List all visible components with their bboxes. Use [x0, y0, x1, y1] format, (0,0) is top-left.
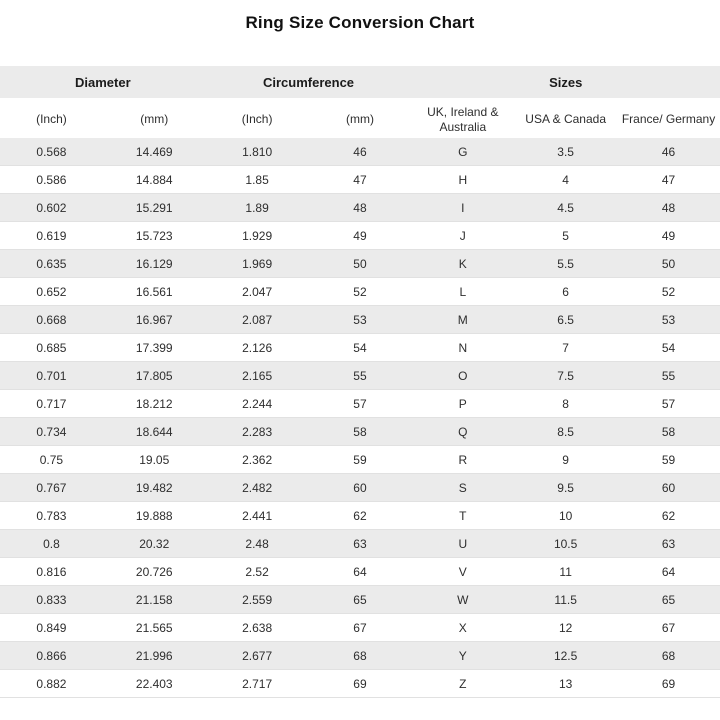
table-cell: 67 — [617, 614, 720, 642]
table-cell: 59 — [617, 446, 720, 474]
table-cell: 0.849 — [0, 614, 103, 642]
table-cell: 2.283 — [206, 418, 309, 446]
table-cell: 2.638 — [206, 614, 309, 642]
table-cell: G — [411, 138, 514, 166]
table-cell: 58 — [617, 418, 720, 446]
column-header-circumference-mm: (mm) — [309, 101, 412, 138]
group-header-circumference: Circumference — [206, 66, 412, 101]
table-body — [0, 138, 720, 698]
table-cell: 11.5 — [514, 586, 617, 614]
group-header-diameter: Diameter — [0, 66, 206, 101]
table-cell: P — [411, 390, 514, 418]
table-cell: V — [411, 558, 514, 586]
table-cell: 5 — [514, 222, 617, 250]
table-cell: 59 — [309, 446, 412, 474]
table-cell: 68 — [309, 642, 412, 670]
table-cell: 10.5 — [514, 530, 617, 558]
table-cell: 2.48 — [206, 530, 309, 558]
table-cell: 65 — [617, 586, 720, 614]
table-row — [0, 166, 720, 194]
table-cell: 0.701 — [0, 362, 103, 390]
table-cell: 0.866 — [0, 642, 103, 670]
table-cell: 2.087 — [206, 306, 309, 334]
table-cell: 0.8 — [0, 530, 103, 558]
table-cell: 20.32 — [103, 530, 206, 558]
table-cell: 2.126 — [206, 334, 309, 362]
table-cell: 18.644 — [103, 418, 206, 446]
table-cell: Y — [411, 642, 514, 670]
table-cell: 21.158 — [103, 586, 206, 614]
table-cell: K — [411, 250, 514, 278]
page-title: Ring Size Conversion Chart — [245, 13, 475, 32]
table-cell: 0.767 — [0, 474, 103, 502]
table-cell: 68 — [617, 642, 720, 670]
table-cell: 69 — [309, 670, 412, 698]
table-cell: 19.05 — [103, 446, 206, 474]
table-cell: 1.969 — [206, 250, 309, 278]
table-cell: 0.717 — [0, 390, 103, 418]
table-cell: 12.5 — [514, 642, 617, 670]
table-cell: 22.403 — [103, 670, 206, 698]
table-cell: 0.816 — [0, 558, 103, 586]
table-cell: 6 — [514, 278, 617, 306]
table-cell: 1.929 — [206, 222, 309, 250]
table-cell: O — [411, 362, 514, 390]
table-cell: 2.362 — [206, 446, 309, 474]
table-cell: 2.559 — [206, 586, 309, 614]
table-cell: 16.561 — [103, 278, 206, 306]
table-cell: 14.884 — [103, 166, 206, 194]
table-cell: 47 — [309, 166, 412, 194]
column-header-usa-canada: USA & Canada — [514, 101, 617, 138]
column-header-diameter-mm: (mm) — [103, 101, 206, 138]
table-cell: 4.5 — [514, 194, 617, 222]
table-cell: Q — [411, 418, 514, 446]
table-row — [0, 586, 720, 614]
table-cell: 9 — [514, 446, 617, 474]
table-cell: 65 — [309, 586, 412, 614]
table-cell: 8 — [514, 390, 617, 418]
table-cell: 4 — [514, 166, 617, 194]
table-cell: 54 — [617, 334, 720, 362]
table-cell: 1.85 — [206, 166, 309, 194]
table-row — [0, 222, 720, 250]
table-cell: R — [411, 446, 514, 474]
table-cell: 69 — [617, 670, 720, 698]
table-cell: 15.723 — [103, 222, 206, 250]
table-cell: 52 — [309, 278, 412, 306]
table-cell: 3.5 — [514, 138, 617, 166]
table-cell: 0.783 — [0, 502, 103, 530]
table-cell: 2.441 — [206, 502, 309, 530]
table-cell: 48 — [617, 194, 720, 222]
table-cell: 62 — [309, 502, 412, 530]
table-cell: 55 — [617, 362, 720, 390]
table-cell: 60 — [617, 474, 720, 502]
column-group-row — [0, 66, 720, 101]
table-cell: 20.726 — [103, 558, 206, 586]
table-cell: 53 — [617, 306, 720, 334]
table-cell: 46 — [309, 138, 412, 166]
table-cell: 54 — [309, 334, 412, 362]
table-row — [0, 306, 720, 334]
table-cell: 19.888 — [103, 502, 206, 530]
column-header-row — [0, 101, 720, 138]
table-cell: 64 — [309, 558, 412, 586]
table-cell: 17.399 — [103, 334, 206, 362]
table-cell: M — [411, 306, 514, 334]
table-cell: T — [411, 502, 514, 530]
table-row — [0, 670, 720, 698]
table-row — [0, 474, 720, 502]
table-cell: H — [411, 166, 514, 194]
table-cell: 55 — [309, 362, 412, 390]
table-cell: 62 — [617, 502, 720, 530]
table-cell: L — [411, 278, 514, 306]
table-row — [0, 138, 720, 166]
table-cell: 15.291 — [103, 194, 206, 222]
table-row — [0, 390, 720, 418]
table-cell: Z — [411, 670, 514, 698]
table-cell: X — [411, 614, 514, 642]
table-row — [0, 530, 720, 558]
table-cell: 10 — [514, 502, 617, 530]
table-cell: S — [411, 474, 514, 502]
table-row — [0, 558, 720, 586]
table-cell: U — [411, 530, 514, 558]
table-cell: 19.482 — [103, 474, 206, 502]
table-row — [0, 194, 720, 222]
table-row — [0, 446, 720, 474]
table-cell: 9.5 — [514, 474, 617, 502]
table-cell: 0.882 — [0, 670, 103, 698]
column-header-diameter-inch: (Inch) — [0, 101, 103, 138]
table-cell: 17.805 — [103, 362, 206, 390]
table-cell: 2.482 — [206, 474, 309, 502]
table-cell: 47 — [617, 166, 720, 194]
table-row — [0, 334, 720, 362]
table-cell: 0.602 — [0, 194, 103, 222]
table-cell: 8.5 — [514, 418, 617, 446]
table-cell: 49 — [309, 222, 412, 250]
table-cell: 0.635 — [0, 250, 103, 278]
table-cell: 46 — [617, 138, 720, 166]
table-cell: 0.833 — [0, 586, 103, 614]
table-cell: 1.810 — [206, 138, 309, 166]
table-cell: 11 — [514, 558, 617, 586]
table-cell: 12 — [514, 614, 617, 642]
table-cell: 49 — [617, 222, 720, 250]
table-cell: 2.047 — [206, 278, 309, 306]
table-cell: 0.619 — [0, 222, 103, 250]
table-row — [0, 418, 720, 446]
group-header-sizes: Sizes — [411, 66, 720, 101]
column-header-uk-ireland-australia: UK, Ireland & Australia — [411, 101, 514, 138]
table-cell: 64 — [617, 558, 720, 586]
column-header-circumference-inch: (Inch) — [206, 101, 309, 138]
table-cell: 53 — [309, 306, 412, 334]
table-cell: W — [411, 586, 514, 614]
table-cell: 48 — [309, 194, 412, 222]
table-cell: 0.734 — [0, 418, 103, 446]
table-cell: 14.469 — [103, 138, 206, 166]
table-cell: 16.967 — [103, 306, 206, 334]
table-cell: 2.677 — [206, 642, 309, 670]
table-row — [0, 642, 720, 670]
table-cell: 0.668 — [0, 306, 103, 334]
table-cell: 6.5 — [514, 306, 617, 334]
table-row — [0, 362, 720, 390]
table-cell: 0.685 — [0, 334, 103, 362]
table-cell: I — [411, 194, 514, 222]
table-cell: 7 — [514, 334, 617, 362]
table-cell: 0.652 — [0, 278, 103, 306]
table-cell: 0.568 — [0, 138, 103, 166]
ring-size-table — [0, 66, 720, 698]
table-row — [0, 278, 720, 306]
table-cell: 50 — [309, 250, 412, 278]
table-cell: 58 — [309, 418, 412, 446]
table-cell: 7.5 — [514, 362, 617, 390]
table-cell: 2.165 — [206, 362, 309, 390]
table-cell: 52 — [617, 278, 720, 306]
table-cell: 63 — [309, 530, 412, 558]
column-header-france-germany: France/ Germany — [617, 101, 720, 138]
table-cell: 0.586 — [0, 166, 103, 194]
table-cell: N — [411, 334, 514, 362]
table-cell: 21.565 — [103, 614, 206, 642]
table-cell: 2.244 — [206, 390, 309, 418]
table-cell: J — [411, 222, 514, 250]
table-cell: 2.717 — [206, 670, 309, 698]
table-cell: 5.5 — [514, 250, 617, 278]
table-cell: 50 — [617, 250, 720, 278]
table-cell: 13 — [514, 670, 617, 698]
table-header — [0, 66, 720, 138]
table-cell: 18.212 — [103, 390, 206, 418]
table-cell: 57 — [617, 390, 720, 418]
table-cell: 2.52 — [206, 558, 309, 586]
table-cell: 63 — [617, 530, 720, 558]
table-row — [0, 250, 720, 278]
table-cell: 67 — [309, 614, 412, 642]
table-cell: 21.996 — [103, 642, 206, 670]
table-cell: 0.75 — [0, 446, 103, 474]
table-row — [0, 614, 720, 642]
table-cell: 1.89 — [206, 194, 309, 222]
table-row — [0, 502, 720, 530]
table-cell: 60 — [309, 474, 412, 502]
table-cell: 16.129 — [103, 250, 206, 278]
table-cell: 57 — [309, 390, 412, 418]
